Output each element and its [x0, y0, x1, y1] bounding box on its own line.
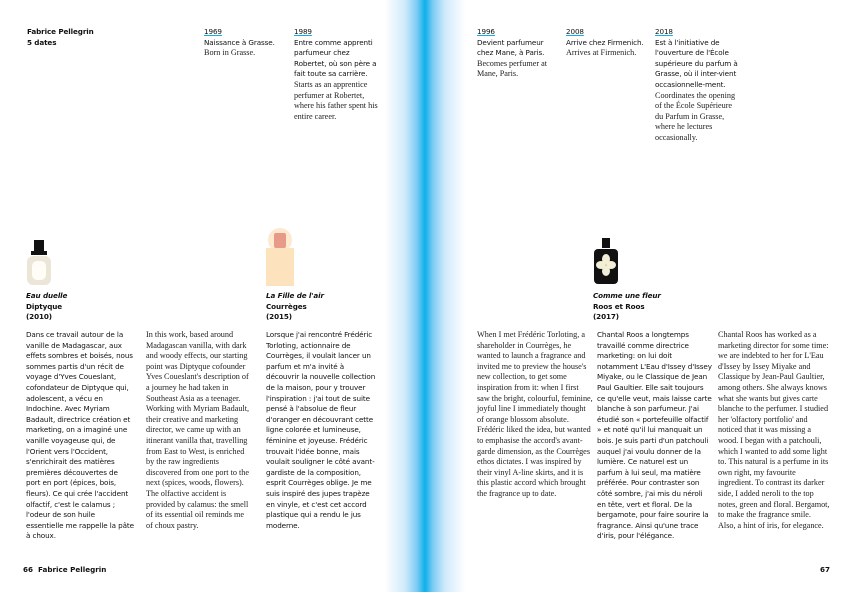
- page-number: 67: [820, 565, 831, 574]
- perfume-brand: Roos et Roos: [593, 301, 645, 311]
- header-title: Fabrice Pellegrin: [27, 27, 94, 36]
- timeline-year: 1989: [294, 27, 312, 36]
- timeline-entry-1996: [477, 27, 557, 80]
- running-head: Fabrice Pellegrin: [38, 565, 107, 574]
- timeline-year: 2008: [566, 27, 584, 36]
- timeline-entry-2018: [655, 27, 741, 144]
- perfume-year: (2010): [26, 312, 52, 322]
- perfume-year: (2015): [266, 312, 292, 322]
- roos-text-en: Chantal Roos has worked as a marketing director for some time: we are indebted to her for L'Eau d'Issey by Issey Miyake and Classique by Jean-Paul Gaultier, among others. She always knows what she wants but gives carte blanche to the perfumer. I studied her 'olfactory portfolio' and noticed that it was missing a wood. I began with a patchouli, which I wanted to add some light to. This natural is a perfume in its own right, my favourite ingredient. To contrast its darker side, I added neroli to the top notes, green and floral. Bergamot, to make the fragrance smile. Also, a hint of iris, for elegance.: [718, 330, 830, 530]
- timeline-text-en: Arrives at Firmenich.: [566, 48, 637, 58]
- timeline-entry-1989: [294, 27, 382, 122]
- bottle-icon-roos: [594, 238, 618, 284]
- timeline-text-fr: Arrive chez Firmenich.: [566, 37, 644, 47]
- header-subtitle: 5 dates: [27, 37, 57, 47]
- timeline-text-en: Born in Grasse.: [204, 48, 256, 58]
- perfume-year: (2017): [593, 312, 619, 322]
- timeline-text-en: Starts as an apprentice perfumer at Robertet, where his father spent his entire career.: [294, 79, 378, 121]
- header: [27, 27, 94, 48]
- timeline-text-fr: Naissance à Grasse.: [204, 37, 275, 47]
- diptyque-text-fr: Dans ce travail autour de la vanille de Madagascar, aux effets sombres et boisés, nous sommes partis d'un récit de voyage d'Yves Coueslant, cofondateur de Diptyque qui, adolescent, a vécu en Indochine. Avec Myriam Badault, directrice création et marketing, on a imaginé une vanille voyageuse qui, de l'Orient vers l'Occident, s'enrichirait des matières premières découvertes de port en port (épices, bois, fleurs). Ce qui crée l'accident olfactif, c'est le calamus ; l'odeur de son huile essentielle me rappelle la pâte à choux.: [26, 330, 134, 541]
- courreges-text-fr: Lorsque j'ai rencontré Frédéric Torloting, actionnaire de Courrèges, il voulait lancer un parfum et m'a invité à découvrir la nouvelle collection de la maison, pour y trouver l'inspiration : j'ai tout de suite pensé à l'absolue de fleur d'oranger en découvrant cette ligne colorée et lumineuse, féminine et joyeuse. Frédéric trouvait l'idée bonne, mais voulait souligner le côté avant-gardiste de la composition, esprit Courrèges oblige. Je me suis inspiré des jupes trapèze en vinyle, et c'est cet accord plastique qui a rendu le jus moderne.: [266, 330, 376, 530]
- timeline-year: 2018: [655, 27, 673, 36]
- perfume-caption-courreges: [266, 291, 324, 323]
- timeline-text-fr: Entre comme apprenti parfumeur chez Robertet, où son père a fait toute sa carrière.: [294, 37, 377, 79]
- timeline-text-en: Coordinates the opening of the École Supérieure du Parfum in Grasse, where he lectures occasionally.: [655, 90, 736, 142]
- right-page: [425, 0, 850, 592]
- timeline-text-fr: Est à l'initiative de l'ouverture de l'École supérieure du parfum à Grasse, où il inter-vient occasionnelle-ment.: [655, 37, 738, 89]
- bottle-icon-diptyque: [26, 240, 52, 286]
- perfume-name: Comme une fleur: [593, 291, 661, 300]
- timeline-year: 1996: [477, 27, 495, 36]
- perfume-caption-diptyque: [26, 291, 67, 323]
- timeline-text-en: Becomes perfumer at Mane, Paris.: [477, 58, 548, 79]
- courreges-text-en: When I met Frédéric Torloting, a shareholder in Courrèges, he wanted to launch a fragrance and invited me to preview the house's new collection, to get some inspiration from it: when I first saw the bright, colourful, feminine, joyful line I immediately thought of orange blossom absolute. Frédéric liked the idea, but wanted to emphasise the accord's avant-garde dimension, as the Courrèges ethos dictates. I was inspired by their vinyl A-line skirts, and it is this plastic accord which brought the fragrance up to date.: [477, 330, 593, 498]
- perfume-name: Eau duelle: [26, 291, 68, 300]
- perfume-caption-roos: [593, 291, 661, 323]
- book-spine-gradient: [385, 0, 465, 592]
- diptyque-text-en: In this work, based around Madagascan vanilla, with dark and woody effects, our starting point was Diptyque cofounder Yves Coueslant's description of a journey he had taken in Southeast Asia as a teenager. Working with Myriam Badault, their creative and marketing director, we came up with an itinerant vanilla that, travelling from East to West, is enriched by the raw ingredients discovered from one port to the next (spices, woods, flowers). The olfactive accident is provided by calamus: the smell of its essential oil reminds me of choux pastry.: [146, 330, 250, 530]
- timeline-entry-2008: [566, 27, 652, 59]
- footer-left: [23, 565, 106, 574]
- timeline-year: 1969: [204, 27, 222, 36]
- perfume-brand: Diptyque: [26, 301, 63, 311]
- perfume-brand: Courrèges: [266, 301, 307, 311]
- bottle-icon-courreges: [266, 228, 294, 286]
- timeline-entry-1969: [204, 27, 289, 59]
- roos-text-fr: Chantal Roos a longtemps travaillé comme directrice marketing: on lui doit notamment L'Eau d'Issey d'Issey Miyake, ou le Classique de Jean Paul Gaultier. Elle sait toujours ce qu'elle veut, mais laisse carte blanche à son parfumeur. J'ai étudié son « portefeuille olfactif » et noté qu'il lui manquait un bois. Je suis parti d'un patchouli auquel j'ai voulu donner de la lumière. Ce naturel est un parfum à lui seul, ma matière préférée. Pour contraster son côté sombre, j'ai mis du néroli en tête, vert et floral. De la bergamote, pour faire sourire la fragrance. Ainsi qu'une trace d'iris, pour l'élégance.: [597, 330, 712, 541]
- timeline-text-fr: Devient parfumeur chez Mane, à Paris.: [477, 37, 545, 58]
- perfume-name: La Fille de l'air: [266, 291, 324, 300]
- page-number: 66: [23, 565, 34, 574]
